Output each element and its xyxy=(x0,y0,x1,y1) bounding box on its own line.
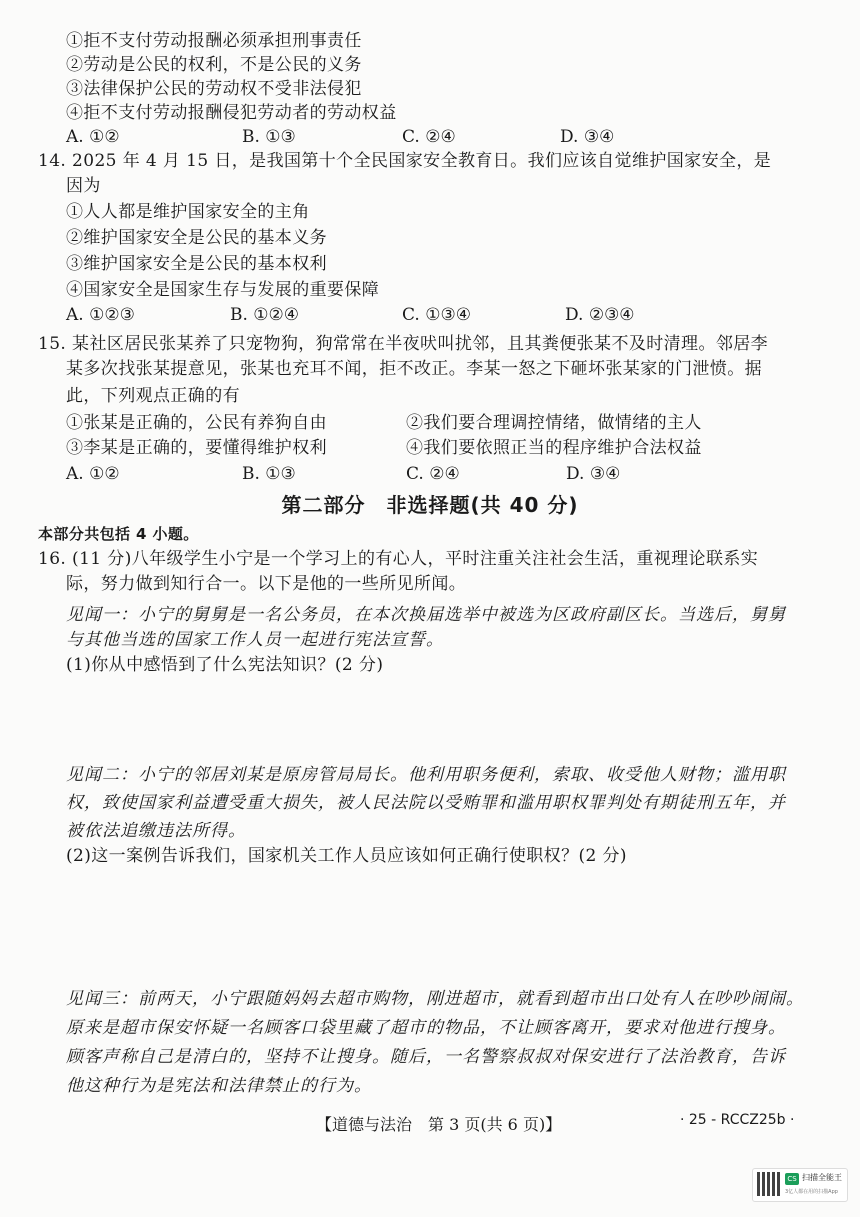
q15-option-c: C. ②④ xyxy=(406,464,460,484)
q16-stem-line-1: 16. (11 分)八年级学生小宁是一个学习上的有心人，平时注重关注社会生活，重视理论联系实 xyxy=(38,549,759,569)
q13-option-c: C. ②④ xyxy=(402,127,456,147)
q16-scene-2-line-2: 权，致使国家利益遭受重大损失，被人民法院以受贿罪和滥用职权罪判处有期徒刑五年，并 xyxy=(66,793,786,813)
q15-option-a: A. ①② xyxy=(66,464,120,484)
q16-scene-2-line-1: 见闻二：小宁的邻居刘某是原房管局局长。他利用职务便利，索取、收受他人财物；滥用职 xyxy=(66,765,786,785)
q13-options xyxy=(66,124,766,150)
q13-option-a: A. ①② xyxy=(66,127,120,147)
q15-item-4: ④我们要依照正当的程序维护合法权益 xyxy=(406,438,702,458)
q16-stem-line-2: 际，努力做到知行合一。以下是他的一些所见所闻。 xyxy=(66,574,467,594)
q14-item-4: ④国家安全是国家生存与发展的重要保障 xyxy=(66,280,380,300)
q15-item-2: ②我们要合理调控情绪，做情绪的主人 xyxy=(406,413,702,433)
part-two-note: 本部分共包括 4 小题。 xyxy=(38,525,199,543)
scanner-tagline: 3亿人都在用的扫描App xyxy=(785,1189,838,1195)
q14-item-2: ②维护国家安全是公民的基本义务 xyxy=(66,228,327,248)
q15-item-3: ③李某是正确的，要懂得维护权利 xyxy=(66,438,327,458)
q16-scene-3-line-1: 见闻三：前两天，小宁跟随妈妈去超市购物，刚进超市，就看到超市出口处有人在吵吵闹闹。 xyxy=(66,989,804,1009)
q16-scene-3-line-4: 他这种行为是宪法和法律禁止的行为。 xyxy=(66,1076,372,1096)
q13-item-2: ②劳动是公民的权利，不是公民的义务 xyxy=(66,55,362,75)
q13-option-b: B. ①③ xyxy=(242,127,296,147)
q15-item-1: ①张某是正确的，公民有养狗自由 xyxy=(66,413,327,433)
q15-stem-line-3: 此，下列观点正确的有 xyxy=(66,386,240,406)
q15-option-d: D. ③④ xyxy=(566,464,621,484)
q13-option-d: D. ③④ xyxy=(560,127,615,147)
q16-subquestion-2: (2)这一案例告诉我们，国家机关工作人员应该如何正确行使职权？(2 分) xyxy=(66,846,627,866)
q14-option-d: D. ②③④ xyxy=(565,305,635,325)
q16-scene-2-line-3: 被依法追缴违法所得。 xyxy=(66,821,246,841)
q15-options xyxy=(66,461,766,487)
q16-subquestion-1: (1)你从中感悟到了什么宪法知识？(2 分) xyxy=(66,655,384,675)
q14-item-3: ③维护国家安全是公民的基本权利 xyxy=(66,254,327,274)
qr-code-icon xyxy=(757,1172,781,1196)
page-footer-code: · 25 - RCCZ25b · xyxy=(680,1112,795,1128)
q14-stem-line-2: 因为 xyxy=(66,176,101,196)
scanner-watermark xyxy=(752,1168,848,1202)
q16-scene-1-line-2: 与其他当选的国家工作人员一起进行宪法宣誓。 xyxy=(66,630,444,650)
page-footer-center: 【道德与法治 第 3 页(共 6 页)】 xyxy=(316,1115,562,1134)
q13-item-1: ①拒不支付劳动报酬必须承担刑事责任 xyxy=(66,31,362,51)
scanner-app-name: 扫描全能王 xyxy=(802,1173,842,1182)
q13-item-4: ④拒不支付劳动报酬侵犯劳动者的劳动权益 xyxy=(66,103,397,123)
q16-scene-1-line-1: 见闻一：小宁的舅舅是一名公务员，在本次换届选举中被选为区政府副区长。当选后，舅舅 xyxy=(66,605,786,625)
q13-item-3: ③法律保护公民的劳动权不受非法侵犯 xyxy=(66,79,362,99)
q15-stem-line-2: 某多次找张某提意见，张某也充耳不闻，拒不改正。李某一怒之下砸坏张某家的门泄愤。据 xyxy=(66,359,762,379)
q16-scene-3-line-2: 原来是超市保安怀疑一名顾客口袋里藏了超市的物品，不让顾客离开，要求对他进行搜身。 xyxy=(66,1018,786,1038)
q15-option-b: B. ①③ xyxy=(242,464,296,484)
q14-option-a: A. ①②③ xyxy=(66,305,135,325)
q15-stem-line-1: 15. 某社区居民张某养了只宠物狗，狗常常在半夜吠叫扰邻，且其粪便张某不及时清理。邻居李 xyxy=(38,334,769,354)
q14-options xyxy=(66,302,766,328)
q14-item-1: ①人人都是维护国家安全的主角 xyxy=(66,202,310,222)
camscanner-logo-icon: CS xyxy=(785,1173,799,1185)
part-two-title: 第二部分 非选择题(共 40 分) xyxy=(281,493,579,517)
q14-option-b: B. ①②④ xyxy=(230,305,300,325)
q16-scene-3-line-3: 顾客声称自己是清白的，坚持不让搜身。随后，一名警察叔叔对保安进行了法治教育，告诉 xyxy=(66,1047,786,1067)
q14-stem-line-1: 14. 2025 年 4 月 15 日，是我国第十个全民国家安全教育日。我们应该自觉维护国家安全，是 xyxy=(38,151,772,171)
q14-option-c: C. ①③④ xyxy=(402,305,471,325)
